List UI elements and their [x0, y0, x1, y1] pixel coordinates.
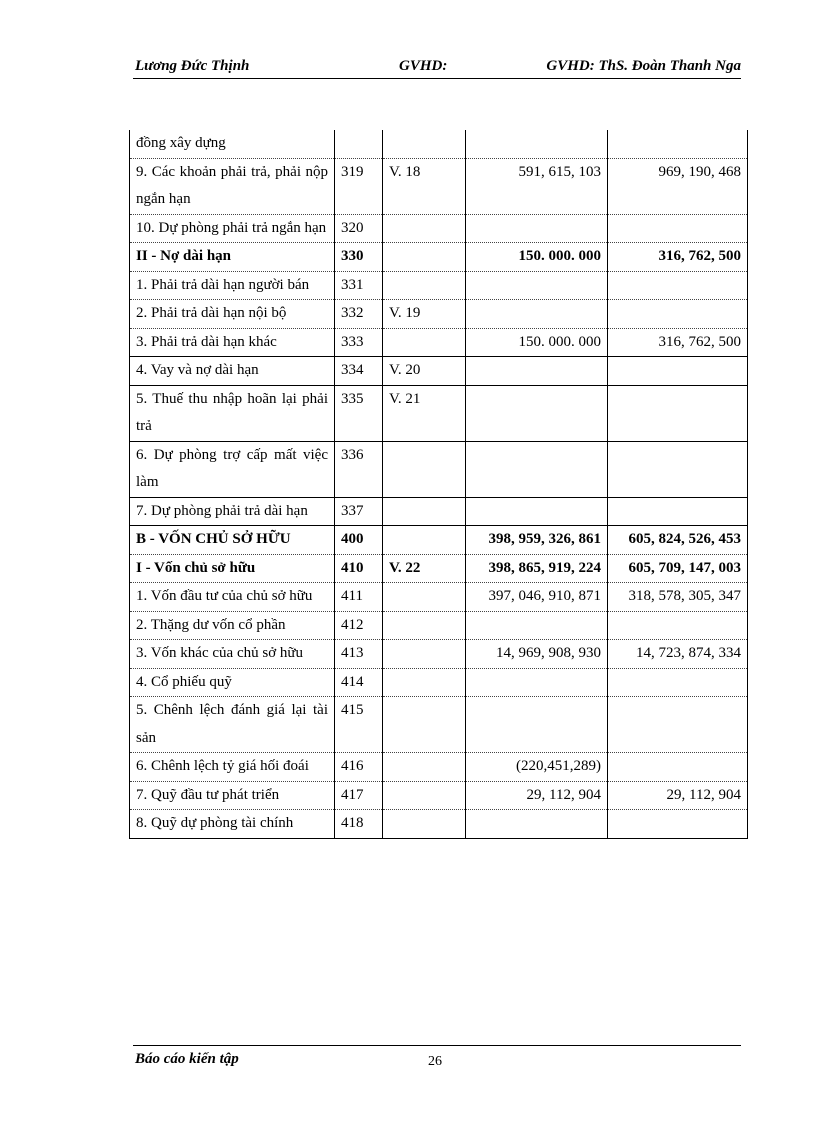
end-value: 14, 969, 908, 930 — [466, 640, 608, 669]
item-name: 1. Phải trả dài hạn người bán — [130, 271, 335, 300]
table-row — [130, 300, 748, 329]
item-note — [383, 583, 466, 612]
begin-value: 14, 723, 874, 334 — [608, 640, 748, 669]
end-value: 397, 046, 910, 871 — [466, 583, 608, 612]
page-footer — [133, 1045, 741, 1076]
item-note — [383, 611, 466, 640]
end-value — [466, 668, 608, 697]
item-note — [383, 243, 466, 272]
table-row — [130, 497, 748, 526]
item-name: 6. Chênh lệch tỷ giá hối đoái — [130, 753, 335, 782]
item-name: 8. Quỹ dự phòng tài chính — [130, 810, 335, 839]
item-name: 4. Cổ phiếu quỹ — [130, 668, 335, 697]
item-note — [383, 271, 466, 300]
end-value: 150. 000. 000 — [466, 243, 608, 272]
item-name: 2. Thặng dư vốn cổ phần — [130, 611, 335, 640]
item-name: 7. Quỹ đầu tư phát triển — [130, 781, 335, 810]
end-value: 29, 112, 904 — [466, 781, 608, 810]
item-name: 2. Phải trả dài hạn nội bộ — [130, 300, 335, 329]
begin-value: 29, 112, 904 — [608, 781, 748, 810]
begin-value — [608, 385, 748, 441]
item-code: 416 — [335, 753, 383, 782]
item-note — [383, 697, 466, 753]
report-title: Báo cáo kiến tập — [135, 1051, 239, 1067]
end-value — [466, 810, 608, 839]
table-row — [130, 158, 748, 214]
item-code: 331 — [335, 271, 383, 300]
begin-value — [608, 357, 748, 386]
table-row — [130, 753, 748, 782]
item-note: V. 21 — [383, 385, 466, 441]
table-row — [130, 357, 748, 386]
table-row — [130, 130, 748, 158]
table-row — [130, 214, 748, 243]
item-note — [383, 781, 466, 810]
end-value: 398, 959, 326, 861 — [466, 526, 608, 555]
table-row — [130, 385, 748, 441]
begin-value: 605, 709, 147, 003 — [608, 554, 748, 583]
end-value: 398, 865, 919, 224 — [466, 554, 608, 583]
item-note: V. 20 — [383, 357, 466, 386]
begin-value — [608, 668, 748, 697]
item-note — [383, 328, 466, 357]
item-code: 410 — [335, 554, 383, 583]
item-code: 411 — [335, 583, 383, 612]
item-code: 413 — [335, 640, 383, 669]
begin-value — [608, 214, 748, 243]
end-value — [466, 130, 608, 158]
end-value — [466, 697, 608, 753]
begin-value — [608, 497, 748, 526]
table-row — [130, 810, 748, 839]
table-row — [130, 668, 748, 697]
item-code: 412 — [335, 611, 383, 640]
end-value: 150. 000. 000 — [466, 328, 608, 357]
item-note — [383, 214, 466, 243]
item-note — [383, 441, 466, 497]
table-row — [130, 271, 748, 300]
page-header — [133, 56, 741, 79]
item-code — [335, 130, 383, 158]
begin-value — [608, 810, 748, 839]
table-row — [130, 640, 748, 669]
item-code: 336 — [335, 441, 383, 497]
item-name: 4. Vay và nợ dài hạn — [130, 357, 335, 386]
end-value: 591, 615, 103 — [466, 158, 608, 214]
item-name: 5. Chênh lệch đánh giá lại tài sản — [130, 697, 335, 753]
end-value — [466, 271, 608, 300]
item-code: 332 — [335, 300, 383, 329]
table-row — [130, 243, 748, 272]
item-note — [383, 640, 466, 669]
item-name: I - Vốn chủ sở hữu — [130, 554, 335, 583]
item-name: đồng xây dựng — [130, 130, 335, 158]
begin-value — [608, 611, 748, 640]
item-code: 414 — [335, 668, 383, 697]
table-row — [130, 554, 748, 583]
item-note — [383, 753, 466, 782]
item-note: V. 22 — [383, 554, 466, 583]
begin-value — [608, 697, 748, 753]
end-value — [466, 357, 608, 386]
table-row — [130, 611, 748, 640]
item-name: 9. Các khoản phải trả, phải nộp ngắn hạn — [130, 158, 335, 214]
begin-value: 969, 190, 468 — [608, 158, 748, 214]
item-name: 7. Dự phòng phải trả dài hạn — [130, 497, 335, 526]
begin-value — [608, 130, 748, 158]
item-name: 10. Dự phòng phải trả ngắn hạn — [130, 214, 335, 243]
begin-value: 316, 762, 500 — [608, 243, 748, 272]
item-note — [383, 526, 466, 555]
end-value — [466, 214, 608, 243]
table-row — [130, 441, 748, 497]
begin-value — [608, 300, 748, 329]
item-note — [383, 130, 466, 158]
end-value — [466, 385, 608, 441]
item-note — [383, 668, 466, 697]
table-row — [130, 526, 748, 555]
end-value — [466, 611, 608, 640]
item-code: 333 — [335, 328, 383, 357]
item-note: V. 19 — [383, 300, 466, 329]
table-row — [130, 328, 748, 357]
balance-sheet-table — [129, 130, 748, 839]
item-code: 320 — [335, 214, 383, 243]
item-name: 1. Vốn đầu tư của chủ sở hữu — [130, 583, 335, 612]
begin-value: 318, 578, 305, 347 — [608, 583, 748, 612]
item-note — [383, 810, 466, 839]
gvhd-full: GVHD: ThS. Đoàn Thanh Nga — [546, 58, 741, 74]
item-code: 334 — [335, 357, 383, 386]
item-name: 3. Vốn khác của chủ sở hữu — [130, 640, 335, 669]
item-code: 330 — [335, 243, 383, 272]
end-value: (220,451,289) — [466, 753, 608, 782]
begin-value — [608, 441, 748, 497]
item-code: 417 — [335, 781, 383, 810]
begin-value — [608, 753, 748, 782]
page-number: 26 — [428, 1054, 442, 1069]
item-note — [383, 497, 466, 526]
table-row — [130, 697, 748, 753]
begin-value: 316, 762, 500 — [608, 328, 748, 357]
item-name: II - Nợ dài hạn — [130, 243, 335, 272]
item-name: 3. Phải trả dài hạn khác — [130, 328, 335, 357]
author-name: Lương Đức Thịnh — [135, 58, 250, 74]
item-code: 418 — [335, 810, 383, 839]
item-name: B - VỐN CHỦ SỞ HỮU — [130, 526, 335, 555]
item-code: 319 — [335, 158, 383, 214]
end-value — [466, 300, 608, 329]
end-value — [466, 441, 608, 497]
gvhd-label: GVHD: — [399, 58, 448, 74]
table-row — [130, 781, 748, 810]
item-code: 415 — [335, 697, 383, 753]
item-name: 6. Dự phòng trợ cấp mất việc làm — [130, 441, 335, 497]
item-name: 5. Thuế thu nhập hoãn lại phải trả — [130, 385, 335, 441]
item-note: V. 18 — [383, 158, 466, 214]
item-code: 400 — [335, 526, 383, 555]
begin-value — [608, 271, 748, 300]
begin-value: 605, 824, 526, 453 — [608, 526, 748, 555]
end-value — [466, 497, 608, 526]
item-code: 337 — [335, 497, 383, 526]
item-code: 335 — [335, 385, 383, 441]
table-row — [130, 583, 748, 612]
